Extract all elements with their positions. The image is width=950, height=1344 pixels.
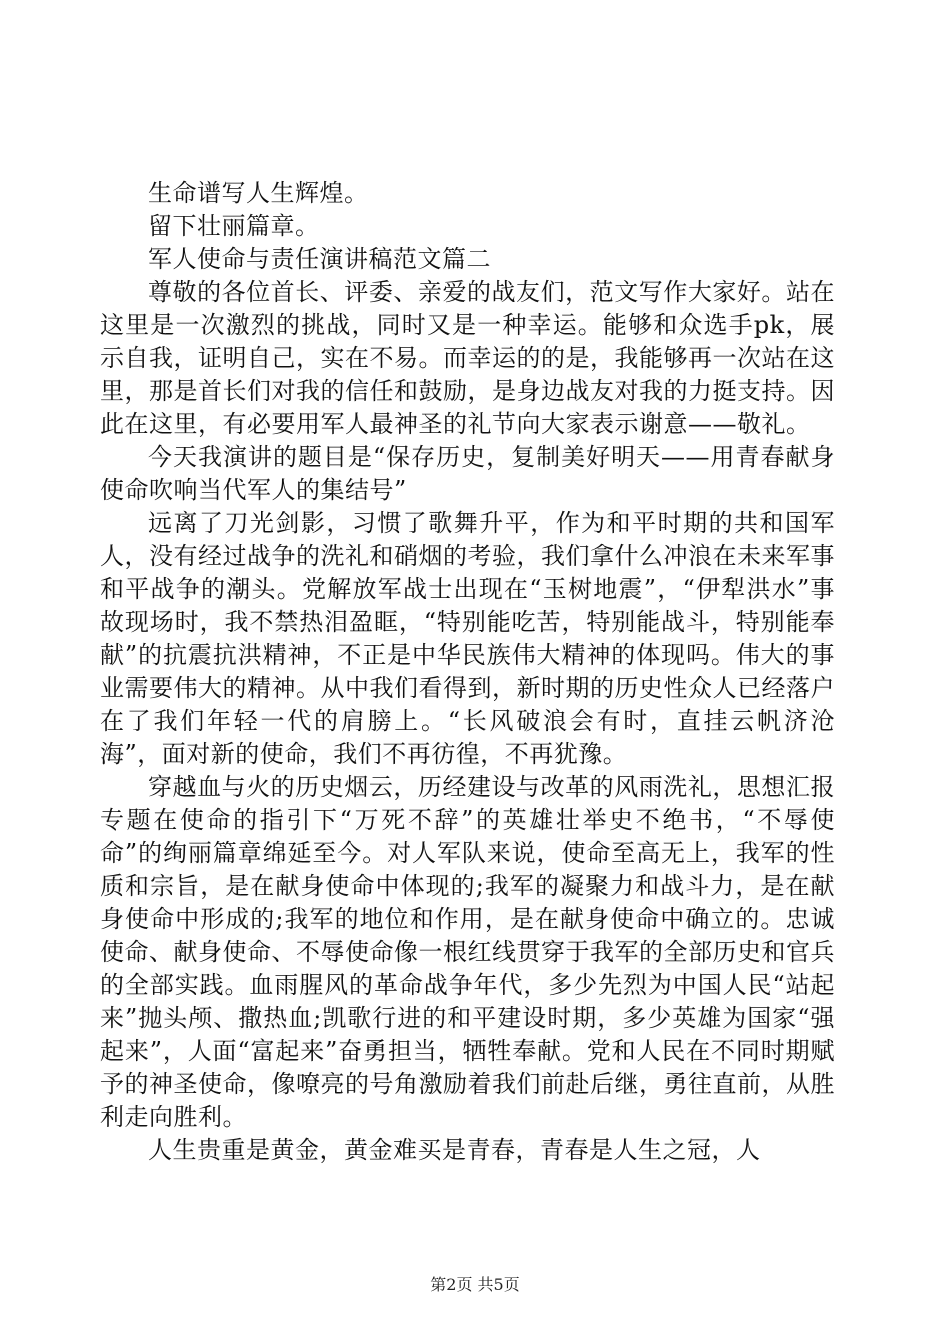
page-number-footer: 第2页 共5页: [430, 1275, 520, 1294]
paragraph: 尊敬的各位首长、评委、亲爱的战友们，范文写作大家好。站在这里是一次激烈的挑战，同时又是一种幸运。能够和众选手pk，展示自我，证明自己，实在不易。而幸运的的是，我能够再一次站在这里，那是首长们对我的信任和鼓励，是身边战友对我的力挺支持。因此在这里，有必要用军人最神圣的礼节向大家表示谢意——敬礼。: [100, 278, 835, 438]
paragraph: 穿越血与火的历史烟云，历经建设与改革的风雨洗礼，思想汇报专题在使命的指引下“万死不辞”的英雄壮举史不绝书，“不辱使命”的绚丽篇章绵延至今。对人军队来说，使命至高无上，我军的性质和宗旨，是在献身使命中体现的;我军的凝聚力和战斗力，是在献身使命中形成的;我军的地位和作用，是在献身使命中确立的。忠诚使命、献身使命、不辱使命像一根红线贯穿于我军的全部历史和官兵的全部实践。血雨腥风的革命战争年代，多少先烈为中国人民“站起来”抛头颅、撒热血;凯歌行进的和平建设时期，多少英雄为国家“强起来”，人面“富起来”奋勇担当，牺牲奉献。党和人民在不同时期赋予的神圣使命，像嘹亮的号角激励着我们前赴后继，勇往直前，从胜利走向胜利。: [100, 773, 835, 1131]
paragraph: 人生贵重是黄金，黄金难买是青春，青春是人生之冠，人: [148, 1136, 761, 1164]
paragraph: 远离了刀光剑影，习惯了歌舞升平，作为和平时期的共和国军人，没有经过战争的洗礼和硝烟的考验，我们拿什么冲浪在未来军事和平战争的潮头。党解放军战士出现在“玉树地震”，“伊犁洪水”事故现场时，我不禁热泪盈眶，“特别能吃苦，特别能战斗，特别能奉献”的抗震抗洪精神，不正是中华民族伟大精神的体现吗。伟大的事业需要伟大的精神。从中我们看得到，新时期的历史性众人已经落户在了我们年轻一代的肩膀上。“长风破浪会有时，直挂云帆济沧海”，面对新的使命，我们不再彷徨，不再犹豫。: [100, 509, 835, 768]
paragraph: 生命谱写人生辉煌。: [148, 179, 369, 207]
document-body: [100, 177, 835, 1167]
paragraph: 今天我演讲的题目是“保存历史，复制美好明天——用青春献身使命吹响当代军人的集结号”: [100, 443, 835, 504]
paragraph: 留下壮丽篇章。: [148, 212, 320, 240]
section-title: 军人使命与责任演讲稿范文篇二: [148, 245, 491, 273]
